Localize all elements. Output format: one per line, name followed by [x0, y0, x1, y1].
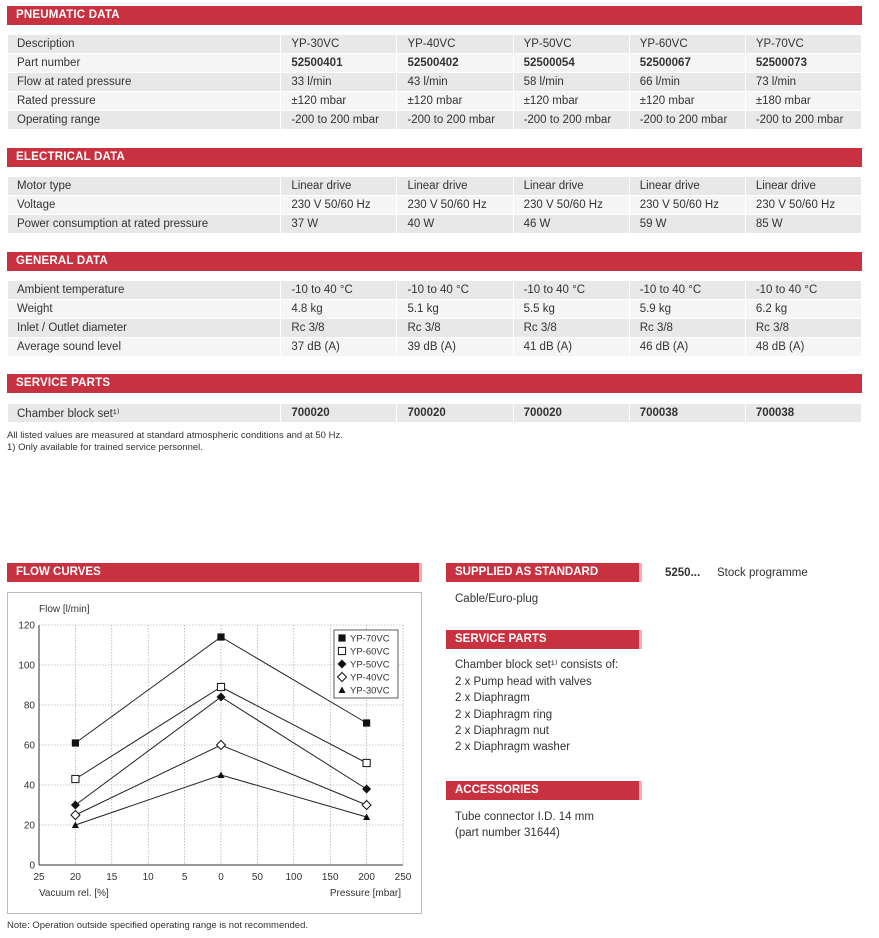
data-point [217, 693, 226, 702]
row-label: Flow at rated pressure [8, 73, 281, 92]
table-cell: 46 W [513, 215, 629, 234]
row-label: Power consumption at rated pressure [8, 215, 281, 234]
x-tick-label: 50 [251, 872, 263, 883]
service-side-intro: Chamber block set¹⁾ consists of: [455, 659, 619, 671]
table-cell: -200 to 200 mbar [281, 111, 397, 130]
row-label: Part number [8, 54, 281, 73]
flow-chart [8, 593, 421, 913]
x-tick-label: 10 [142, 872, 154, 883]
table-cell: -200 to 200 mbar [629, 111, 745, 130]
table-cell: YP-60VC [629, 35, 745, 54]
table-cell: 52500402 [397, 54, 513, 73]
section-header-general: GENERAL DATA [7, 252, 862, 271]
table-cell: 52500401 [281, 54, 397, 73]
table-cell: Linear drive [745, 177, 861, 196]
data-point [72, 739, 79, 746]
table-row [8, 54, 862, 73]
row-label: Operating range [8, 111, 281, 130]
list-item: 2 x Diaphragm washer [455, 741, 571, 754]
table-cell: 4.8 kg [281, 300, 397, 319]
table-cell: 46 dB (A) [629, 338, 745, 357]
table-cell: 85 W [745, 215, 861, 234]
section-header-service: SERVICE PARTS [7, 374, 862, 393]
table-row [8, 215, 862, 234]
table-cell: 73 l/min [745, 73, 861, 92]
table-cell: YP-40VC [397, 35, 513, 54]
x-tick-label: 200 [358, 872, 375, 883]
table-cell: 5.9 kg [629, 300, 745, 319]
table-cell: 52500054 [513, 54, 629, 73]
table-cell: Linear drive [397, 177, 513, 196]
supplied-code-desc: Stock programme [717, 567, 808, 579]
table-cell: Rc 3/8 [281, 319, 397, 338]
table-cell: Linear drive [281, 177, 397, 196]
table-cell: 41 dB (A) [513, 338, 629, 357]
table-row [8, 73, 862, 92]
supplied-text: Cable/Euro-plug [455, 593, 539, 605]
y-tick-label: 80 [23, 700, 35, 712]
list-item: 2 x Pump head with valves [455, 676, 592, 688]
table-cell: 700038 [745, 404, 861, 423]
table-cell: 59 W [629, 215, 745, 234]
table-cell: 33 l/min [281, 73, 397, 92]
x-axis-label-right: Pressure [mbar] [329, 888, 401, 899]
table-row [8, 300, 862, 319]
row-label: Rated pressure [8, 92, 281, 111]
data-point [71, 801, 80, 810]
x-tick-label: 250 [394, 872, 412, 883]
y-tick-label: 100 [18, 660, 35, 672]
legend-label: YP-40VC [350, 672, 390, 684]
pneumatic-table [7, 34, 862, 130]
table-cell: 230 V 50/60 Hz [629, 196, 745, 215]
table-row [8, 196, 862, 215]
table-row [8, 281, 862, 300]
table-cell: ±120 mbar [281, 92, 397, 111]
row-label: Voltage [8, 196, 281, 215]
data-point [363, 719, 370, 726]
table-cell: 5.1 kg [397, 300, 513, 319]
table-row [8, 111, 862, 130]
x-axis-label-left: Vacuum rel. [%] [39, 888, 109, 899]
table-cell: 5.5 kg [513, 300, 629, 319]
list-item: 2 x Diaphragm nut [455, 724, 549, 737]
table-cell: ±120 mbar [513, 92, 629, 111]
y-tick-label: 120 [18, 620, 35, 632]
electrical-table [7, 176, 862, 234]
y-tick-label: 60 [23, 740, 35, 752]
table-cell: YP-70VC [745, 35, 861, 54]
table-cell: -10 to 40 °C [629, 281, 745, 300]
footnote-service: 1) Only available for trained service personnel. [7, 442, 203, 453]
legend-label: YP-70VC [350, 633, 390, 645]
table-cell: -10 to 40 °C [281, 281, 397, 300]
table-cell: 40 W [397, 215, 513, 234]
table-cell: Rc 3/8 [513, 319, 629, 338]
table-cell: Rc 3/8 [629, 319, 745, 338]
section-header-electrical: ELECTRICAL DATA [7, 148, 862, 167]
accessory-line-2: (part number 31644) [455, 827, 560, 839]
table-cell: 700020 [513, 404, 629, 423]
table-cell: 52500067 [629, 54, 745, 73]
table-cell: 39 dB (A) [397, 338, 513, 357]
service-side-list [455, 674, 592, 755]
table-cell: 6.2 kg [745, 300, 861, 319]
table-cell: 230 V 50/60 Hz [281, 196, 397, 215]
flow-chart-frame [7, 592, 422, 914]
x-tick-label: 0 [218, 872, 224, 883]
table-cell: -200 to 200 mbar [397, 111, 513, 130]
row-label: Chamber block set¹⁾ [8, 404, 281, 423]
section-header-service-side: SERVICE PARTS [446, 630, 642, 649]
table-cell: -10 to 40 °C [745, 281, 861, 300]
table-cell: Rc 3/8 [397, 319, 513, 338]
data-point [217, 741, 226, 750]
list-item: 2 x Diaphragm [455, 692, 530, 705]
section-header-flow-curves: FLOW CURVES [7, 563, 422, 582]
section-header-supplied: SUPPLIED AS STANDARD [446, 563, 642, 582]
data-point [218, 772, 225, 779]
row-label: Weight [8, 300, 281, 319]
section-header-accessories: ACCESSORIES [446, 781, 642, 800]
table-cell: 230 V 50/60 Hz [513, 196, 629, 215]
row-label: Average sound level [8, 338, 281, 357]
table-cell: -10 to 40 °C [397, 281, 513, 300]
legend-marker [338, 634, 345, 641]
table-cell: 230 V 50/60 Hz [745, 196, 861, 215]
table-cell: 37 W [281, 215, 397, 234]
supplied-code: 5250... [665, 567, 701, 579]
operating-note: Note: Operation outside specified operating range is not recommended. [7, 920, 309, 931]
x-tick-label: 15 [106, 872, 118, 883]
y-tick-label: 40 [23, 780, 35, 792]
table-cell: YP-30VC [281, 35, 397, 54]
row-label: Ambient temperature [8, 281, 281, 300]
table-row [8, 92, 862, 111]
table-cell: 43 l/min [397, 73, 513, 92]
data-point [363, 759, 370, 766]
y-tick-label: 0 [29, 860, 35, 872]
table-cell: 66 l/min [629, 73, 745, 92]
row-label: Description [8, 35, 281, 54]
table-cell: -10 to 40 °C [513, 281, 629, 300]
table-row [8, 338, 862, 357]
y-axis-label: Flow [l/min] [39, 604, 90, 615]
footnote-conditions: All listed values are measured at standard atmospheric conditions and at 50 Hz. [7, 430, 343, 441]
data-point [217, 633, 224, 640]
service-table [7, 403, 862, 423]
table-cell: 52500073 [745, 54, 861, 73]
section-header-pneumatic: PNEUMATIC DATA [7, 6, 862, 25]
table-cell: 700020 [397, 404, 513, 423]
table-cell: ±180 mbar [745, 92, 861, 111]
legend-label: YP-50VC [350, 659, 390, 671]
data-point [72, 775, 79, 782]
data-point [362, 801, 371, 810]
table-cell: -200 to 200 mbar [513, 111, 629, 130]
table-cell: Linear drive [629, 177, 745, 196]
data-point [362, 785, 371, 794]
data-point [71, 811, 80, 820]
table-cell: 230 V 50/60 Hz [397, 196, 513, 215]
x-tick-label: 100 [285, 872, 303, 883]
general-table [7, 280, 862, 357]
table-cell: 700038 [629, 404, 745, 423]
table-cell: 37 dB (A) [281, 338, 397, 357]
legend-marker [338, 647, 345, 654]
x-tick-label: 150 [321, 872, 339, 883]
row-label: Inlet / Outlet diameter [8, 319, 281, 338]
table-cell: Linear drive [513, 177, 629, 196]
table-cell: Rc 3/8 [745, 319, 861, 338]
x-tick-label: 20 [69, 872, 81, 883]
y-tick-label: 20 [23, 820, 35, 832]
accessory-line-1: Tube connector I.D. 14 mm [455, 811, 594, 823]
x-tick-label: 5 [181, 872, 188, 883]
table-row [8, 35, 862, 54]
x-tick-label: 25 [33, 872, 45, 883]
table-cell: ±120 mbar [397, 92, 513, 111]
table-cell: YP-50VC [513, 35, 629, 54]
table-cell: 58 l/min [513, 73, 629, 92]
table-cell: 48 dB (A) [745, 338, 861, 357]
data-point [217, 683, 224, 690]
list-item: 2 x Diaphragm ring [455, 708, 553, 721]
table-cell: 700020 [281, 404, 397, 423]
table-row [8, 319, 862, 338]
table-cell: -200 to 200 mbar [745, 111, 861, 130]
legend-label: YP-60VC [350, 646, 390, 658]
table-cell: ±120 mbar [629, 92, 745, 111]
table-row [8, 404, 862, 423]
row-label: Motor type [8, 177, 281, 196]
table-row [8, 177, 862, 196]
legend-label: YP-30VC [350, 685, 390, 697]
